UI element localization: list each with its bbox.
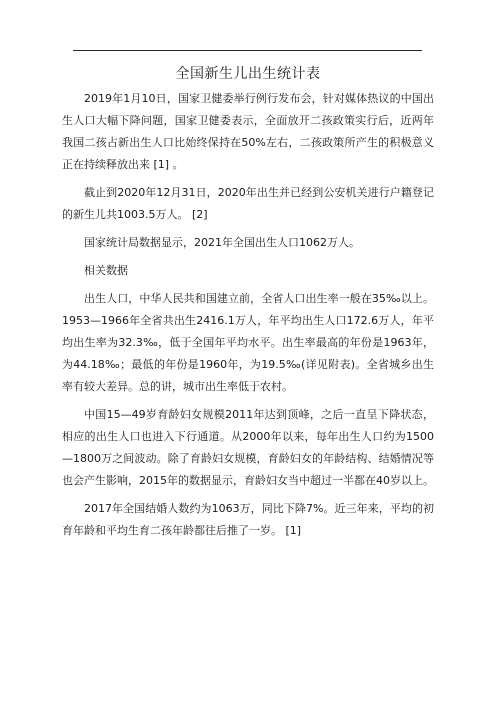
paragraph-2021-births: 国家统计局数据显示，2021年全国出生人口1062万人。 [84,236,360,249]
section-heading: 相关数据 [84,264,128,277]
document-title: 全国新生儿出生统计表 [175,66,321,82]
header-rule [73,50,422,51]
paragraph-announcement: 2019年1月10日，国家卫健委举行例行发布会，针对媒体热议的中国出生人口大幅下降问题，国家卫健委表示，全面放开二孩政策实行后，近两年我国二孩占新出生人口比始终保持在50%左右，二孩政策所产生的积极意义正在持续释放出来 [1] 。 [62,92,434,171]
paragraph-2020-registrations: 截止到2020年12月31日，2020年出生并已经到公安机关进行户籍登记的新生儿共1003.5万人。 [2] [62,186,434,221]
paragraph-birth-population: 出生人口，中华人民共和国建立前，全省人口出生率一般在35‰以上。1953—1966年全省共出生2416.1万人，年平均出生人口172.6万人，年平均出生率为32.3‰，低于全国年平均水平。出生率最高的年份是1963年，为44.18‰；最低的年份是1960年，为19.5‰(详见附表)。全省城乡出生率有较大差异。总的讲，城市出生率低于农村。 [62,292,434,393]
paragraph-childbearing-women: 中国15—49岁育龄妇女规模2011年达到顶峰，之后一直呈下降状态，相应的出生人口也进入下行通道。从2000年以来，每年出生人口约为1500—1800万之间波动。除了育龄妇女规模，育龄妇女的年龄结构、结婚情况等也会产生影响，2015年的数据显示，育龄妇女当中超过一半都在40岁以上。 [62,408,434,487]
document-body [62,60,434,548]
paragraph-2017-marriages: 2017年全国结婚人数约为1063万，同比下降7%。近三年来，平均的初育年龄和平均生育二孩年龄都往后推了一岁。 [1] [62,502,434,537]
